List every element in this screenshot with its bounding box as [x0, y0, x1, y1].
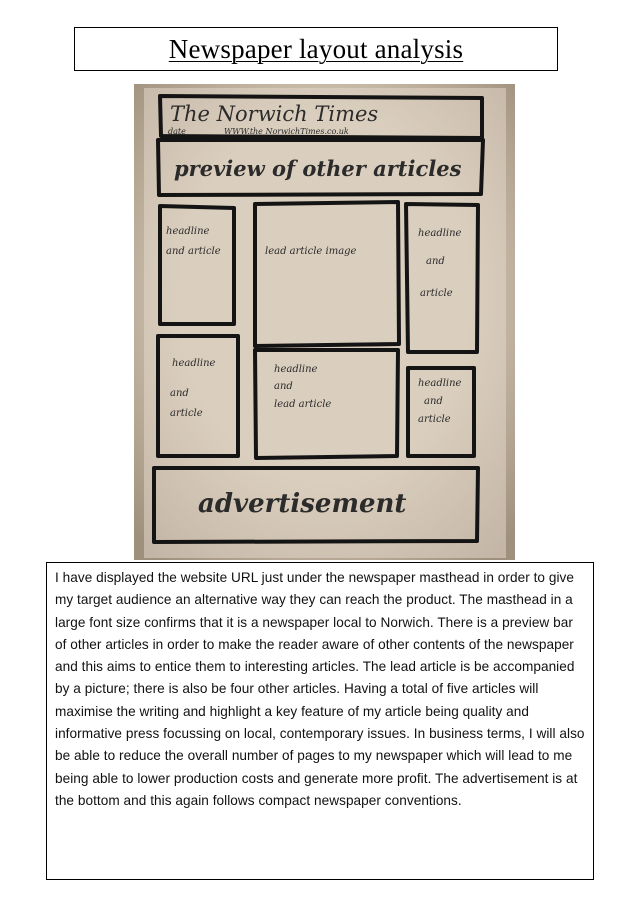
sketch-left-bottom-line-3: article	[170, 408, 203, 419]
sketch-right-top-line-1: headline	[418, 228, 462, 239]
sketch-date-label: date	[168, 127, 186, 136]
sketch-preview-bar: preview of other articles	[174, 156, 462, 181]
analysis-text: I have displayed the website URL just under the newspaper masthead in order to give my target audience an alternative way they can reach the product. The masthead in a large font size confirms that it is a newspaper local to Norwich. There is a preview bar of other articles in order to make the reader aware of other contents of the newspaper and this aims to entice them to interesting articles. The lead article is be accompanied by a picture; there is also be four other articles. Having a total of five articles will maximise the writing and highlight a key feature of my article being quality and informative press focussing on local, contemporary issues. In business terms, I will also be able to reduce the overall number of pages to my newspaper which will lead to me being able to lower production costs and generate more profit. The advertisement is at the bottom and this again follows compact newspaper conventions.	[55, 570, 585, 808]
sketch-lead-image: lead article image	[265, 246, 357, 257]
sketch-right-bottom-line-3: article	[418, 414, 451, 425]
title-box	[74, 27, 558, 71]
sketch-center-bottom-line-1: headline	[274, 364, 318, 375]
layout-sketch	[134, 84, 515, 560]
sketch-center-bottom-line-2: and	[274, 381, 293, 392]
sketch-center-bottom-line-3: lead article	[274, 399, 332, 410]
layout-sketch-photo	[134, 84, 515, 560]
sketch-advert: advertisement	[198, 489, 407, 519]
sketch-right-bottom-line-2: and	[424, 396, 443, 407]
sketch-right-bottom-line-1: headline	[418, 378, 462, 389]
sketch-left-bottom-line-2: and	[170, 388, 189, 399]
sketch-url: WWW.the NorwichTimes.co.uk	[224, 127, 349, 136]
sketch-right-top-line-3: article	[420, 288, 453, 299]
sketch-left-top-line-2: and article	[166, 246, 221, 257]
sketch-masthead: The Norwich Times	[170, 102, 379, 126]
analysis-box	[46, 562, 594, 880]
sketch-left-top-line-1: headline	[166, 226, 210, 237]
page-title: Newspaper layout analysis	[168, 33, 464, 64]
sketch-right-top-line-2: and	[426, 256, 445, 267]
sketch-left-bottom-line-1: headline	[172, 358, 216, 369]
divider-line	[255, 345, 398, 346]
